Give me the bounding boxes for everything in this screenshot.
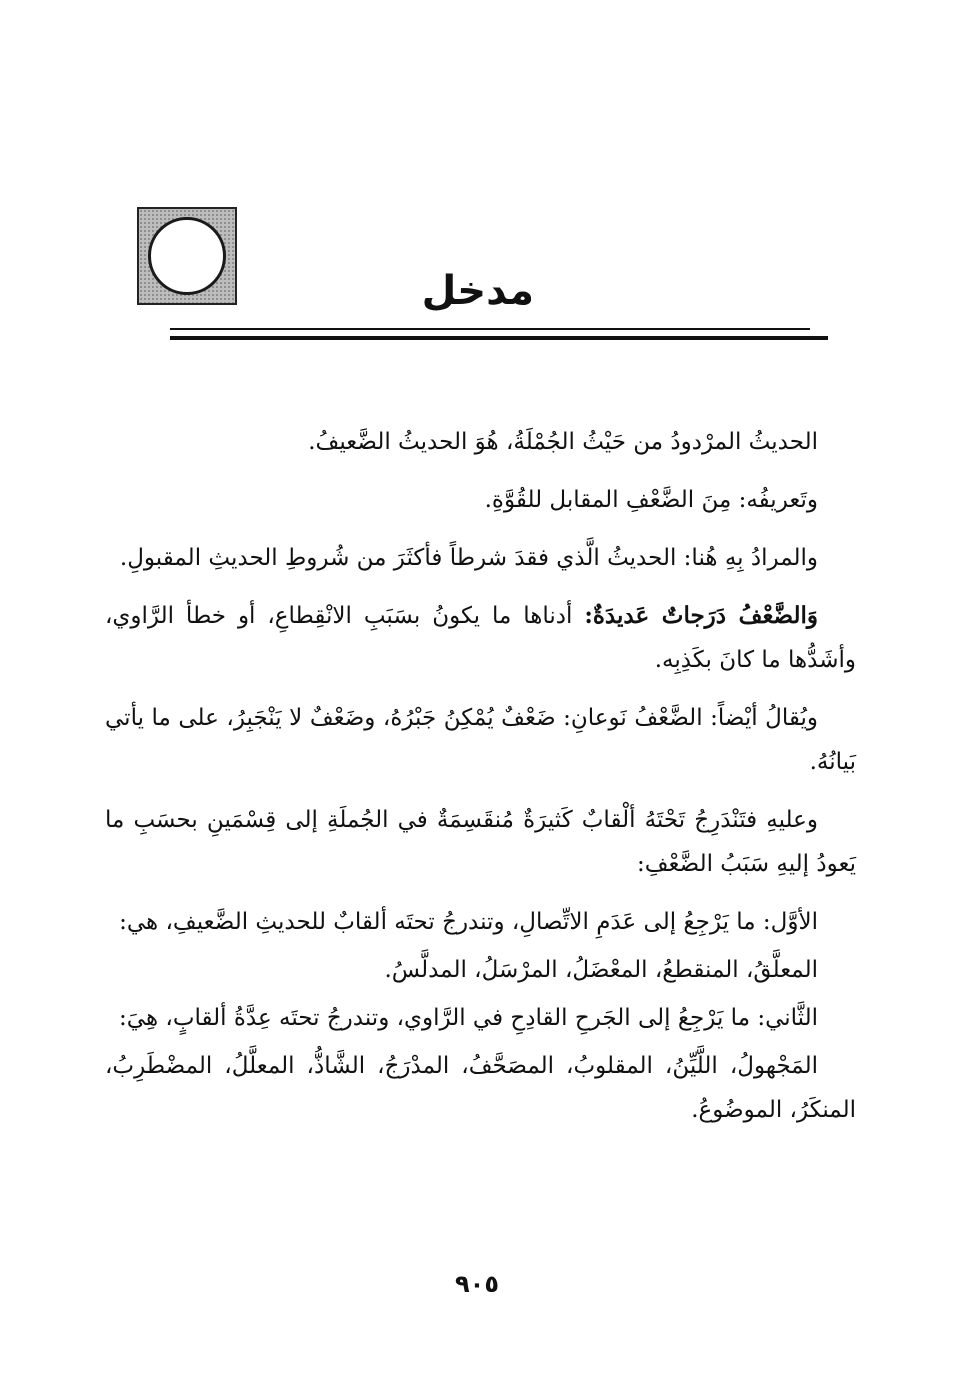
paragraph: وتَعريفُه: مِنَ الضَّعْفِ المقابل للقُوَّةِ. — [484, 487, 818, 513]
page-number: ٩٠٥ — [455, 1270, 499, 1298]
bold-phrase: وَالضَّعْفُ دَرَجاتٌ عَديدَةٌ: — [584, 602, 818, 629]
chapter-body — [105, 420, 856, 1136]
list-paragraph: المعلَّقُ، المنقطعُ، المعْضَلُ، المرْسَلُ، المدلَّسُ. — [384, 957, 818, 983]
list-paragraph: المَجْهولُ، اللَّيِّنُ، المقلوبُ، المصَحَّفُ، المدْرَجُ، الشَّاذُّ، المعلَّلُ، المضْطَرِبُ، المنكَرُ، الموضُوعُ. — [105, 1053, 856, 1123]
paragraph-text: أدناها ما يكونُ بسَبَبِ الانْقِطاعِ، أو خطأ الرَّاوي، وأشَدُّها ما كانَ بكَذِبِه. — [105, 603, 856, 673]
title-rule-thick — [170, 336, 828, 340]
chapter-title: مدخل — [421, 268, 534, 314]
paragraph: الحديثُ المرْدودُ من حَيْثُ الجُمْلَةُ، هُوَ الحديثُ الضَّعيفُ. — [308, 429, 818, 455]
paragraph: وعليهِ فتَنْدَرِجُ تَحْتَهُ ألْقابٌ كَثيرَةٌ مُنقَسِمَةٌ في الجُملَةِ إلى قِسْمَينِ بحسَبِ ما يَعودُ إليهِ سَبَبُ الضَّعْفِ: — [105, 807, 856, 877]
title-rule-thin — [170, 328, 810, 330]
paragraph: الأوَّل: ما يَرْجِعُ إلى عَدَمِ الاتِّصالِ، وتندرجُ تحتَه ألقابٌ للحديثِ الضَّعيفِ، هي: — [119, 909, 818, 935]
paragraph: الثَّاني: ما يَرْجِعُ إلى الجَرحِ القادِحِ في الرَّاوي، وتندرجُ تحتَه عِدَّةُ ألقابٍ، هِيَ: — [119, 1005, 818, 1031]
chapter-ornament — [137, 207, 237, 305]
paragraph — [105, 594, 856, 682]
paragraph: ويُقالُ أيْضاً: الضَّعْفُ نَوعانِ: ضَعْفٌ يُمْكِنُ جَبْرُهُ، وضَعْفٌ لا يَنْجَبِرُ، على ما يأتي بَيانُهُ. — [105, 705, 856, 775]
ornament-circle — [148, 217, 226, 295]
paragraph: والمرادُ بِهِ هُنا: الحديثُ الَّذي فقدَ شرطاً فأكثَرَ من شُروطِ الحديثِ المقبولِ. — [119, 545, 818, 571]
